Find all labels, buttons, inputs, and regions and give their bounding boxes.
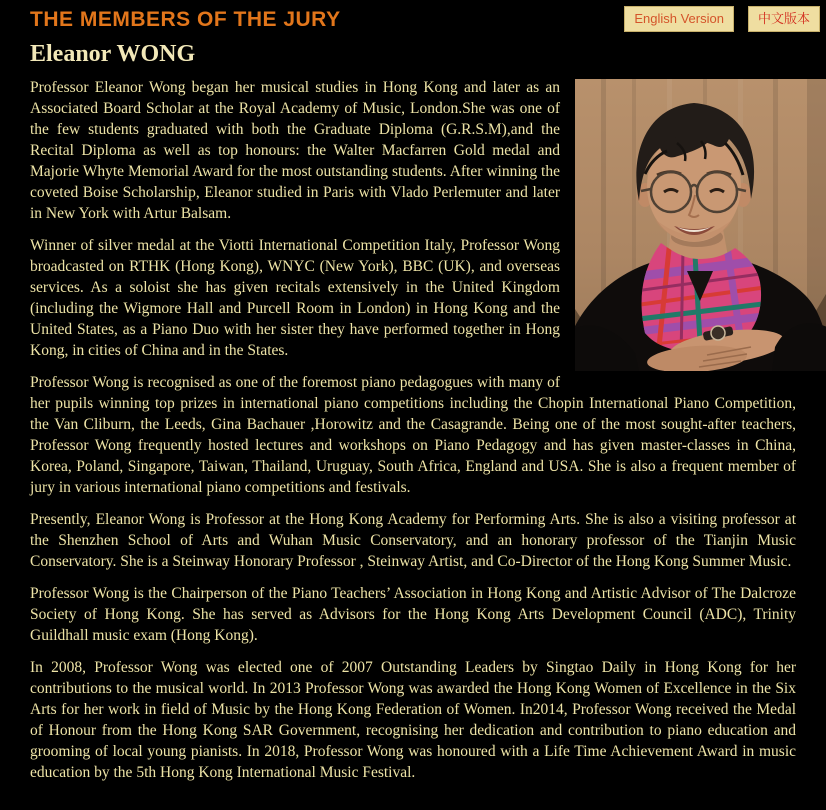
bio-paragraph-5: Professor Wong is the Chairperson of the Piano Teachers’ Association in Hong Kong and Artistic Advisor of The Dalcroze Society of Hong Kong. She has served as Advisors for the Hong Kong Arts Development Council (ADC), Trinity Guildhall music exam (Hong Kong).: [30, 585, 796, 644]
bio-paragraph-6: In 2008, Professor Wong was elected one of 2007 Outstanding Leaders by Singtao Daily in Hong Kong for her contributions to the musical world. In 2013 Professor Wong was awarded the Hong Kong Women of Excellence in the Six Arts for her work in field of Music by the Hong Kong Federation of Women. In2014, Professor Wong received the Medal of Honour from the Hong Kong SAR Government, recognising her dedication and contribution to piano education and grooming of local young pianists. In 2018, Professor Wong was honoured with a Life Time Achievement Award in music education by the 5th Hong Kong International Music Festival.: [30, 659, 796, 781]
page-header: [30, 6, 810, 32]
bio-paragraph-2: Winner of silver medal at the Viotti International Competition Italy, Professor Wong broadcasted on RTHK (Hong Kong), WNYC (New York), BBC (UK), and overseas services. As a soloist she has given recitals extensively in the United Kingdom (including the Wigmore Hall and Purcell Room in London) in Hong Kong and the United States, as a Piano Duo with her sister they have performed together in Hong Kong, in cities of China and in the States.: [30, 237, 560, 359]
language-switcher: [624, 6, 820, 32]
bio-paragraph-3: Professor Wong is recognised as one of the foremost piano pedagogues with many of her pupils winning top prizes in international piano competitions including the Chopin International Piano Competition, the Van Cliburn, the Leeds, Gina Bachauer ,Horowitz and the Casagrande. Being one of the most sought-after teachers, Professor Wong frequently hosted lectures and workshops on Piano Pedagogy and has given master-classes in China, Korea, Poland, Singapore, Taiwan, Thailand, Uruguay, South Africa, England and USA. She is also a frequent member of jury in various international piano competitions and festivals.: [30, 374, 796, 496]
bio-paragraph-4: Presently, Eleanor Wong is Professor at the Hong Kong Academy for Performing Arts. She is also a visiting professor at the Shenzhen School of Arts and Wuhan Music Conservatory, and an honorary professor of the Tianjin Music Conservatory. She is a Steinway Honorary Professor , Steinway Artist, and Co-Director of the Hong Kong Summer Music.: [30, 511, 796, 570]
chinese-version-button[interactable]: 中文版本: [748, 6, 820, 32]
eleanor-wong-portrait: [575, 79, 826, 371]
biography: [30, 77, 796, 783]
english-version-button[interactable]: English Version: [624, 6, 734, 32]
member-name: Eleanor WONG: [30, 41, 196, 67]
bio-paragraph-1: Professor Eleanor Wong began her musical studies in Hong Kong and later as an Associated Board Scholar at the Royal Academy of Music, London.She was one of the few students graduated with both the Graduate Diploma (G.R.S.M),and the Recital Diploma as well as top honours: the Walter Macfarren Gold medal and Majorie Whyte Memorial Award for the most outstanding students. After winning the coveted Boise Scholarship, Eleanor studied in Paris with Vlado Perlemuter and later in New York with Artur Balsam.: [30, 79, 560, 222]
page-title: THE MEMBERS OF THE JURY: [30, 8, 341, 31]
